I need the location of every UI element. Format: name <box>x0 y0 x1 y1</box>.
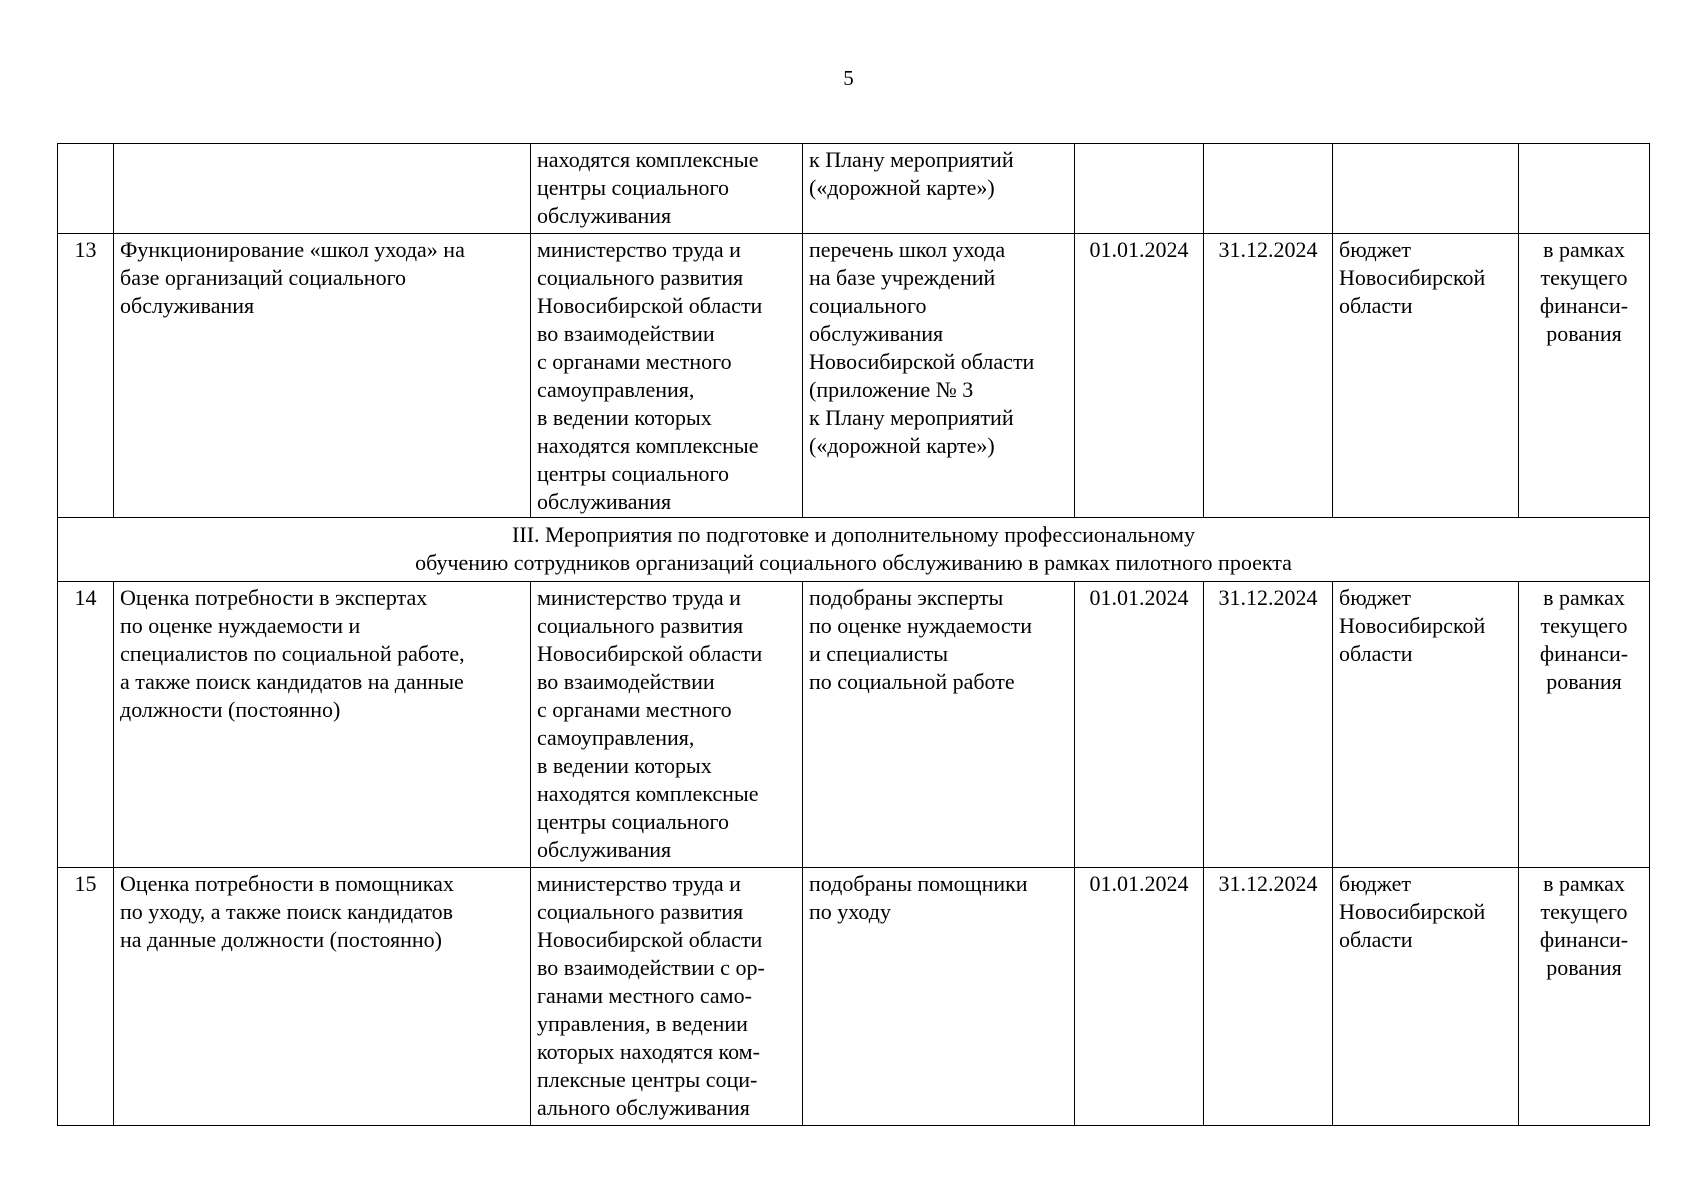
cell-start-date <box>1075 144 1204 234</box>
section-header-row <box>58 518 1650 582</box>
cell-result: подобраны эксперты по оценке нуждаемости и специалисты по социальной работе <box>803 582 1075 868</box>
cell-executor: министерство труда и социального развития Новосибирской области во взаимодействии с органами местного самоуправления, в ведении которых находятся комплексные центры социального обслуживания <box>531 234 803 518</box>
cell-funding-amount: в рамках текущего финанси- рования <box>1519 868 1650 1126</box>
cell-executor: министерство труда и социального развития Новосибирской области во взаимодействии с ор- ганами местного само- управления, в ведении которых находятся ком- плексные центры соци- ального обслуживания <box>531 868 803 1126</box>
cell-result: подобраны помощники по уходу <box>803 868 1075 1126</box>
cell-end-date: 31.12.2024 <box>1204 234 1333 518</box>
cell-start-date: 01.01.2024 <box>1075 582 1204 868</box>
cell-result: перечень школ ухода на базе учреждений социального обслуживания Новосибирской области (приложение № 3 к Плану мероприятий («дорожной карте») <box>803 234 1075 518</box>
cell-result: к Плану мероприятий («дорожной карте») <box>803 144 1075 234</box>
roadmap-table <box>57 143 1650 1126</box>
cell-start-date: 01.01.2024 <box>1075 868 1204 1126</box>
cell-num: 13 <box>58 234 114 518</box>
cell-funding-source: бюджет Новосибирской области <box>1333 234 1519 518</box>
cell-start-date: 01.01.2024 <box>1075 234 1204 518</box>
cell-funding-source <box>1333 144 1519 234</box>
cell-funding-source: бюджет Новосибирской области <box>1333 582 1519 868</box>
cell-end-date <box>1204 144 1333 234</box>
table-row <box>58 582 1650 868</box>
cell-num <box>58 144 114 234</box>
cell-funding-amount: в рамках текущего финанси- рования <box>1519 234 1650 518</box>
cell-num: 15 <box>58 868 114 1126</box>
table-row <box>58 234 1650 518</box>
cell-name: Оценка потребности в экспертах по оценке нуждаемости и специалистов по социальной работе, а также поиск кандидатов на данные должности (постоянно) <box>114 582 531 868</box>
cell-funding-source: бюджет Новосибирской области <box>1333 868 1519 1126</box>
section-title: III. Мероприятия по подготовке и дополнительному профессиональному обучению сотрудников организаций социального обслуживанию в рамках пилотного проекта <box>58 518 1650 582</box>
cell-executor: министерство труда и социального развития Новосибирской области во взаимодействии с органами местного самоуправления, в ведении которых находятся комплексные центры социального обслуживания <box>531 582 803 868</box>
cell-end-date: 31.12.2024 <box>1204 582 1333 868</box>
cell-name: Оценка потребности в помощниках по уходу, а также поиск кандидатов на данные должности (постоянно) <box>114 868 531 1126</box>
table-row-continuation <box>58 144 1650 234</box>
cell-executor: находятся комплексные центры социального обслуживания <box>531 144 803 234</box>
table-row <box>58 868 1650 1126</box>
cell-end-date: 31.12.2024 <box>1204 868 1333 1126</box>
page-number: 5 <box>843 66 854 90</box>
cell-num: 14 <box>58 582 114 868</box>
cell-funding-amount: в рамках текущего финанси- рования <box>1519 582 1650 868</box>
cell-name: Функционирование «школ ухода» на базе организаций социального обслуживания <box>114 234 531 518</box>
cell-funding-amount <box>1519 144 1650 234</box>
cell-name <box>114 144 531 234</box>
